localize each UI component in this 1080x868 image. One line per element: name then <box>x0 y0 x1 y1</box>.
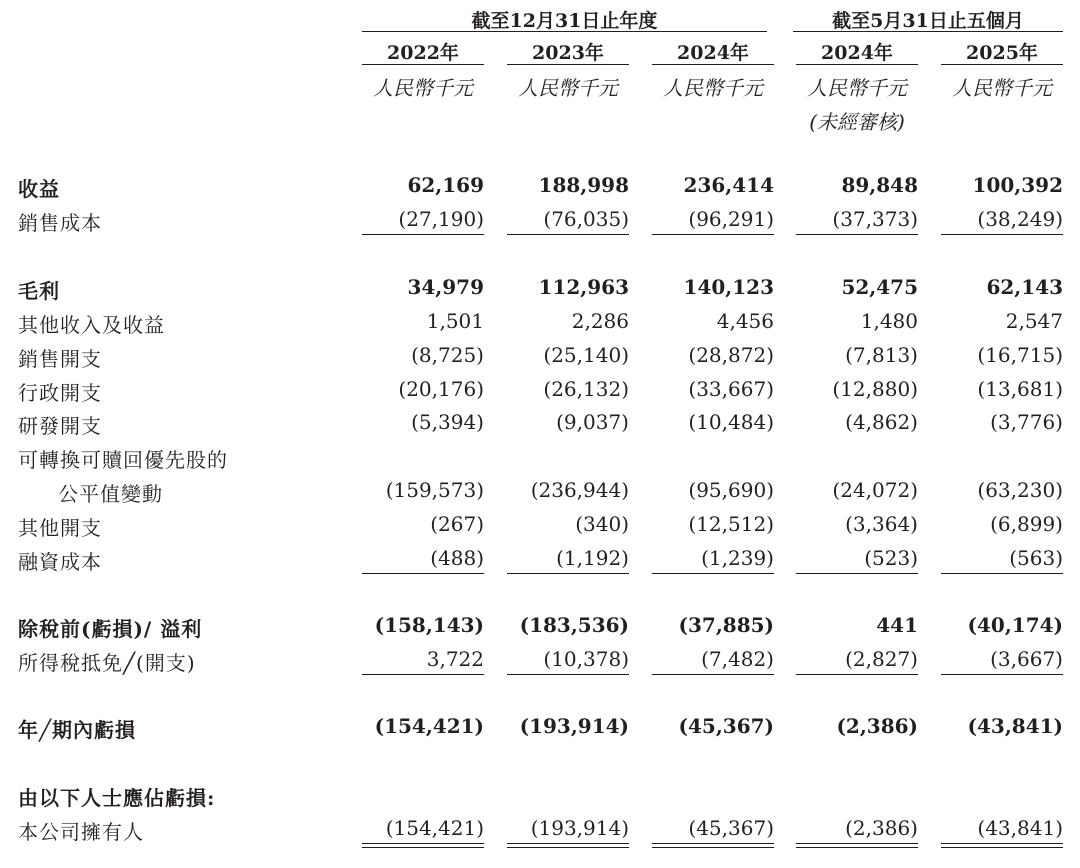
row-label: 所得稅抵免╱(開支) <box>18 651 196 675</box>
row-label: 除稅前(虧損)/ 溢利 <box>18 617 203 641</box>
cell-value: 236,414 <box>683 173 774 197</box>
row-label: 毛利 <box>18 279 60 303</box>
row-label: 銷售成本 <box>18 211 102 235</box>
cell-value: (267) <box>430 512 484 536</box>
subtotal-rule <box>941 674 1063 675</box>
cell-value: 1,501 <box>426 309 484 333</box>
cell-value: (9,037) <box>556 410 629 434</box>
cell-value: 188,998 <box>538 173 629 197</box>
cell-value: (96,291) <box>688 207 774 231</box>
year-header: 2024年 <box>821 42 893 64</box>
group-header-five-months: 截至5月31日止五個月 <box>832 10 1024 32</box>
row-label: 由以下人士應佔虧損: <box>18 786 216 810</box>
cell-value: (488) <box>430 546 484 570</box>
cell-value: (340) <box>575 512 629 536</box>
cell-value: 89,848 <box>841 173 918 197</box>
subtotal-rule <box>652 674 774 675</box>
subtotal-rule <box>507 573 629 574</box>
row-label: 行政開支 <box>18 381 102 405</box>
cell-value: (158,143) <box>374 613 484 637</box>
cell-value: (13,681) <box>977 377 1063 401</box>
cell-value: 3,722 <box>426 647 484 671</box>
year-header: 2022年 <box>387 42 459 64</box>
cell-value: 62,169 <box>407 173 484 197</box>
year-header-rule <box>796 64 918 65</box>
cell-value: (37,885) <box>678 613 774 637</box>
cell-value: (45,367) <box>688 816 774 840</box>
cell-value: (37,373) <box>832 207 918 231</box>
unaudited-note: (未經審核) <box>809 110 905 134</box>
group-header-rule <box>362 31 767 32</box>
cell-value: (193,914) <box>519 714 629 738</box>
cell-value: (6,899) <box>990 512 1063 536</box>
subtotal-rule <box>941 234 1063 235</box>
cell-value: (8,725) <box>411 343 484 367</box>
total-double-rule <box>796 843 918 848</box>
cell-value: (43,841) <box>967 714 1063 738</box>
cell-value: (7,813) <box>845 343 918 367</box>
subtotal-rule <box>362 573 484 574</box>
year-header-rule <box>941 64 1063 65</box>
cell-value: (159,573) <box>385 478 484 502</box>
cell-value: (5,394) <box>411 410 484 434</box>
group-header-rule <box>793 31 1063 32</box>
cell-value: (24,072) <box>832 478 918 502</box>
year-header-rule <box>652 64 774 65</box>
cell-value: (3,364) <box>845 512 918 536</box>
year-header-rule <box>507 64 629 65</box>
row-label: 收益 <box>18 177 60 201</box>
row-label: 可轉換可贖回優先股的 <box>18 448 228 472</box>
cell-value: (193,914) <box>530 816 629 840</box>
cell-value: (43,841) <box>977 816 1063 840</box>
row-label: 銷售開支 <box>18 347 102 371</box>
cell-value: (4,862) <box>845 410 918 434</box>
cell-value: 2,547 <box>1005 309 1063 333</box>
cell-value: (2,386) <box>845 816 918 840</box>
subtotal-rule <box>362 234 484 235</box>
total-double-rule <box>652 843 774 848</box>
cell-value: (63,230) <box>977 478 1063 502</box>
cell-value: (563) <box>1009 546 1063 570</box>
cell-value: 34,979 <box>407 275 484 299</box>
row-label: 研發開支 <box>18 414 102 438</box>
cell-value: 100,392 <box>972 173 1063 197</box>
unit-label: 人民幣千元 <box>373 76 473 100</box>
cell-value: (2,386) <box>836 714 918 738</box>
total-double-rule <box>941 843 1063 848</box>
cell-value: (45,367) <box>678 714 774 738</box>
cell-value: (183,536) <box>519 613 629 637</box>
cell-value: (12,512) <box>688 512 774 536</box>
cell-value: 4,456 <box>716 309 774 333</box>
year-header: 2023年 <box>532 42 604 64</box>
total-double-rule <box>362 843 484 848</box>
cell-value: 1,480 <box>860 309 918 333</box>
cell-value: (28,872) <box>688 343 774 367</box>
cell-value: 62,143 <box>986 275 1063 299</box>
row-label: 公平值變動 <box>58 482 163 506</box>
cell-value: 140,123 <box>683 275 774 299</box>
cell-value: (26,132) <box>543 377 629 401</box>
cell-value: 441 <box>876 613 918 637</box>
subtotal-rule <box>507 674 629 675</box>
cell-value: (523) <box>864 546 918 570</box>
cell-value: (10,484) <box>688 410 774 434</box>
row-label: 其他收入及收益 <box>18 313 165 337</box>
group-header-fiscal-year: 截至12月31日止年度 <box>471 10 658 32</box>
year-header-rule <box>362 64 484 65</box>
row-label: 本公司擁有人 <box>18 820 144 844</box>
unit-label: 人民幣千元 <box>807 76 907 100</box>
cell-value: (38,249) <box>977 207 1063 231</box>
cell-value: (3,667) <box>990 647 1063 671</box>
cell-value: (154,421) <box>385 816 484 840</box>
cell-value: (12,880) <box>832 377 918 401</box>
subtotal-rule <box>362 674 484 675</box>
subtotal-rule <box>652 234 774 235</box>
year-header: 2024年 <box>677 42 749 64</box>
subtotal-rule <box>796 234 918 235</box>
unit-label: 人民幣千元 <box>518 76 618 100</box>
cell-value: 52,475 <box>841 275 918 299</box>
row-label: 其他開支 <box>18 516 102 540</box>
cell-value: (33,667) <box>688 377 774 401</box>
cell-value: (10,378) <box>543 647 629 671</box>
cell-value: (154,421) <box>374 714 484 738</box>
cell-value: (7,482) <box>701 647 774 671</box>
total-double-rule <box>507 843 629 848</box>
row-label: 年╱期內虧損 <box>18 718 137 742</box>
year-header: 2025年 <box>966 42 1038 64</box>
cell-value: 2,286 <box>571 309 629 333</box>
subtotal-rule <box>652 573 774 574</box>
cell-value: (1,192) <box>556 546 629 570</box>
unit-label: 人民幣千元 <box>663 76 763 100</box>
row-label: 融資成本 <box>18 550 102 574</box>
cell-value: (1,239) <box>701 546 774 570</box>
cell-value: (16,715) <box>977 343 1063 367</box>
cell-value: (236,944) <box>530 478 629 502</box>
subtotal-rule <box>796 573 918 574</box>
unit-label: 人民幣千元 <box>952 76 1052 100</box>
cell-value: 112,963 <box>538 275 629 299</box>
cell-value: (76,035) <box>543 207 629 231</box>
subtotal-rule <box>796 674 918 675</box>
subtotal-rule <box>941 573 1063 574</box>
cell-value: (40,174) <box>967 613 1063 637</box>
cell-value: (25,140) <box>543 343 629 367</box>
subtotal-rule <box>507 234 629 235</box>
cell-value: (20,176) <box>398 377 484 401</box>
cell-value: (3,776) <box>990 410 1063 434</box>
cell-value: (27,190) <box>398 207 484 231</box>
cell-value: (95,690) <box>688 478 774 502</box>
cell-value: (2,827) <box>845 647 918 671</box>
